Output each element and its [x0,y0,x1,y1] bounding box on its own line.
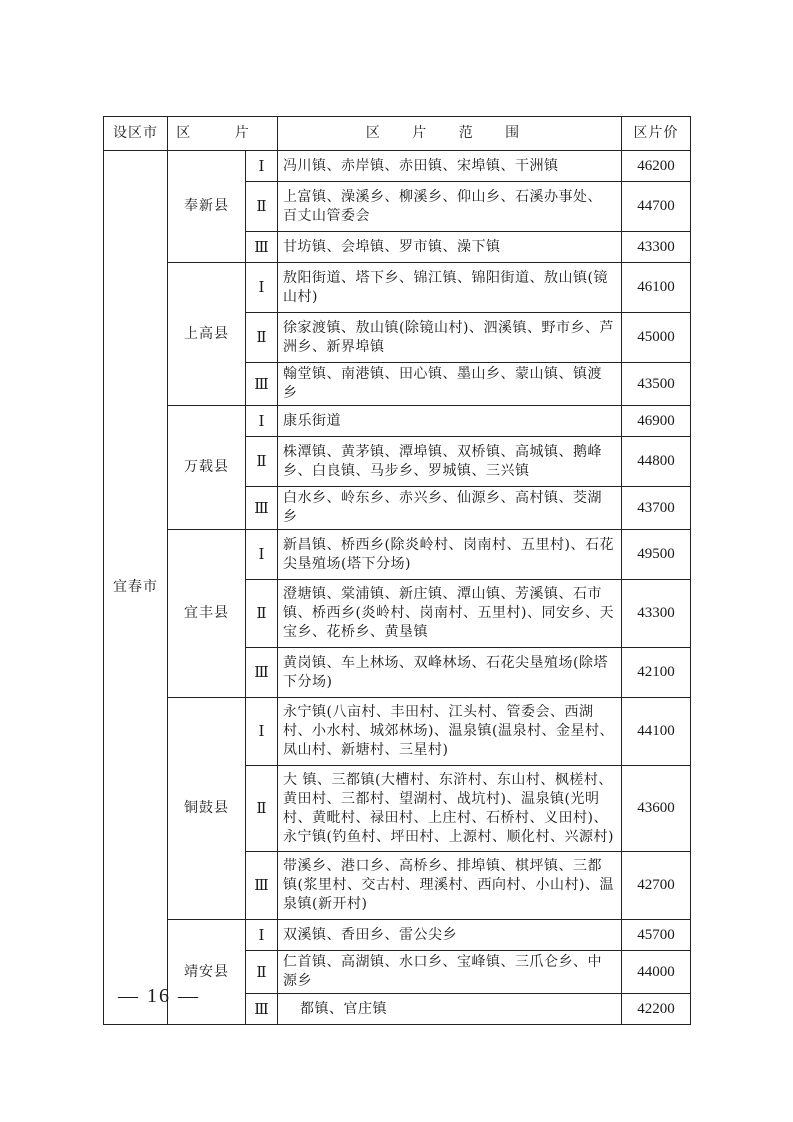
grade-cell: Ⅰ [246,151,278,182]
price-cell: 44800 [622,437,691,487]
range-cell: 白水乡、岭东乡、赤兴乡、仙源乡、高村镇、茭湖乡 [278,487,622,530]
table-header-row [104,117,691,151]
grade-cell: Ⅱ [246,313,278,363]
table-body [104,151,691,1025]
range-cell: 仁首镇、高湖镇、水口乡、宝峰镇、三爪仑乡、中源乡 [278,951,622,994]
table-row [104,530,691,580]
range-cell: 大 镇、三都镇(大槽村、东浒村、东山村、枫槎村、黄田村、三都村、望湖村、战坑村)、温泉镇(光明村、黄毗村、禄田村、上庄村、石桥村、义田村)、永宁镇(钓鱼村、坪田村、上源村、顺化村、兴源村) [278,766,622,852]
price-cell: 44100 [622,698,691,766]
price-cell: 43700 [622,487,691,530]
grade-cell: Ⅰ [246,920,278,951]
price-cell: 43300 [622,232,691,263]
price-cell: 42700 [622,852,691,920]
price-cell: 42200 [622,994,691,1025]
range-cell: 黄岗镇、车上林场、双峰林场、石花尖垦殖场(除塔下分场) [278,648,622,698]
city-cell: 宜春市 [104,151,168,1025]
table-row [104,151,691,182]
table-row [104,698,691,766]
range-cell: 双溪镇、香田乡、雷公尖乡 [278,920,622,951]
grade-cell: Ⅲ [246,487,278,530]
price-cell: 46200 [622,151,691,182]
grade-cell: Ⅲ [246,648,278,698]
range-cell: 澄塘镇、棠浦镇、新庄镇、潭山镇、芳溪镇、石市镇、桥西乡(炎岭村、岗南村、五里村)、同安乡、天宝乡、花桥乡、黄垦镇 [278,580,622,648]
range-cell: 甘坊镇、会埠镇、罗市镇、澡下镇 [278,232,622,263]
price-cell: 44000 [622,951,691,994]
grade-cell: Ⅲ [246,852,278,920]
table-row [104,920,691,951]
table-row [104,406,691,437]
land-price-table [103,116,691,1025]
grade-cell: Ⅰ [246,263,278,313]
county-cell: 宜丰县 [168,530,246,698]
grade-cell: Ⅱ [246,580,278,648]
price-cell: 43500 [622,363,691,406]
range-cell: 新昌镇、桥西乡(除炎岭村、岗南村、五里村)、石花尖垦殖场(塔下分场) [278,530,622,580]
header-zone: 区 片 [168,117,278,151]
county-cell: 奉新县 [168,151,246,263]
range-cell: 敖阳街道、塔下乡、锦江镇、锦阳街道、敖山镇(镜山村) [278,263,622,313]
price-cell: 46100 [622,263,691,313]
range-cell: 康乐街道 [278,406,622,437]
price-cell: 45700 [622,920,691,951]
grade-cell: Ⅰ [246,406,278,437]
range-cell: 株潭镇、黄茅镇、潭埠镇、双桥镇、高城镇、鹅峰乡、白良镇、马步乡、罗城镇、三兴镇 [278,437,622,487]
grade-cell: Ⅲ [246,363,278,406]
header-range: 区 片 范 围 [278,117,622,151]
range-cell: 都镇、官庄镇 [278,994,622,1025]
header-city: 设区市 [104,117,168,151]
range-cell: 永宁镇(八亩村、丰田村、江头村、管委会、西湖村、小水村、城郊林场)、温泉镇(温泉村、金星村、凤山村、新塘村、三星村) [278,698,622,766]
range-cell: 徐家渡镇、敖山镇(除镜山村)、泗溪镇、野市乡、芦洲乡、新界埠镇 [278,313,622,363]
range-cell: 翰堂镇、南港镇、田心镇、墨山乡、蒙山镇、镇渡乡 [278,363,622,406]
price-cell: 43600 [622,766,691,852]
grade-cell: Ⅱ [246,766,278,852]
range-cell: 带溪乡、港口乡、高桥乡、排埠镇、棋坪镇、三都镇(浆里村、交古村、理溪村、西向村、小山村)、温泉镇(新开村) [278,852,622,920]
price-cell: 49500 [622,530,691,580]
price-cell: 46900 [622,406,691,437]
price-cell: 43300 [622,580,691,648]
grade-cell: Ⅱ [246,182,278,232]
county-cell: 上高县 [168,263,246,406]
grade-cell: Ⅱ [246,951,278,994]
price-cell: 42100 [622,648,691,698]
county-cell: 靖安县 [168,920,246,1025]
grade-cell: Ⅲ [246,232,278,263]
page-number: — 16 — [118,985,200,1007]
county-cell: 铜鼓县 [168,698,246,920]
range-cell: 上富镇、澡溪乡、柳溪乡、仰山乡、石溪办事处、百丈山管委会 [278,182,622,232]
price-cell: 44700 [622,182,691,232]
range-cell: 冯川镇、赤岸镇、赤田镇、宋埠镇、干洲镇 [278,151,622,182]
header-price: 区片价 [622,117,691,151]
table-row [104,263,691,313]
price-cell: 45000 [622,313,691,363]
grade-cell: Ⅰ [246,530,278,580]
county-cell: 万载县 [168,406,246,530]
grade-cell: Ⅰ [246,698,278,766]
grade-cell: Ⅱ [246,437,278,487]
grade-cell: Ⅲ [246,994,278,1025]
